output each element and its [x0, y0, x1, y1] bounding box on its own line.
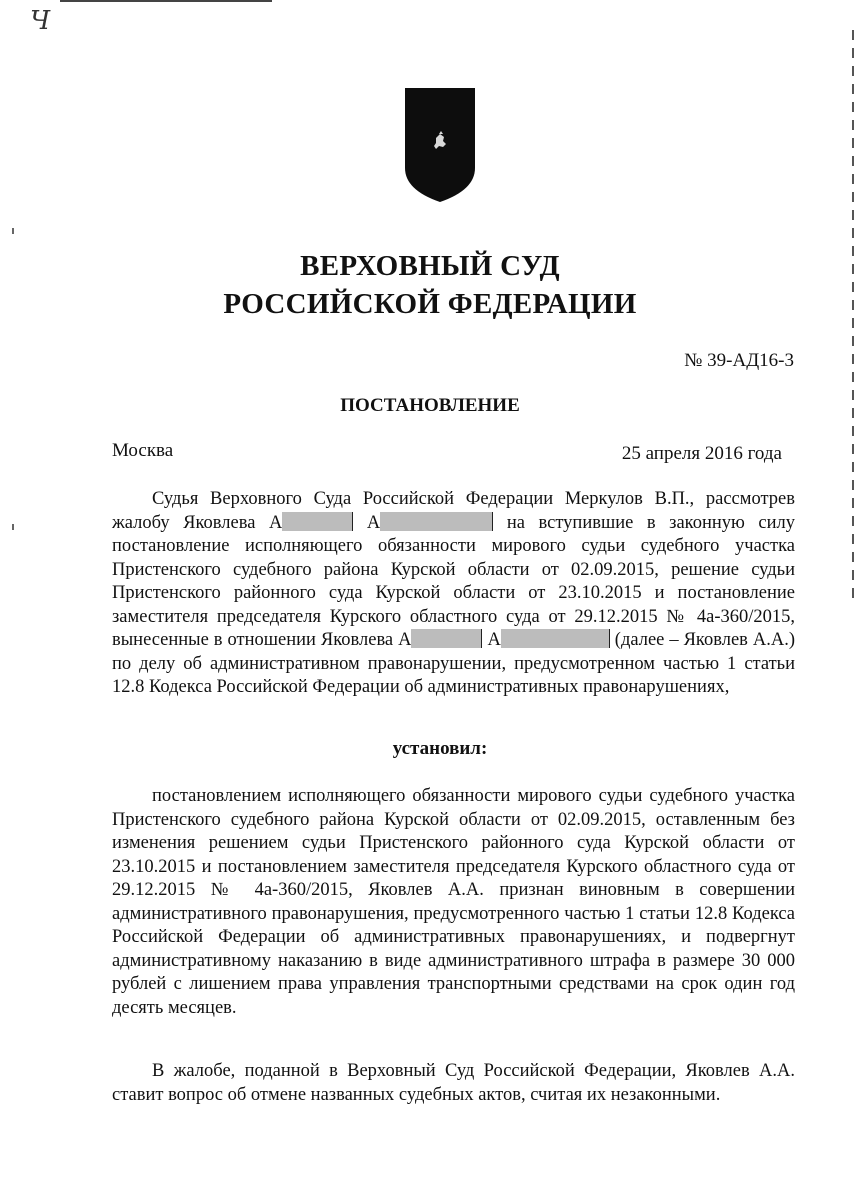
scan-mark — [12, 228, 14, 234]
case-number: № 39-АД16-3 — [684, 350, 794, 371]
redacted-patronymic — [380, 512, 493, 531]
document-type: ПОСТАНОВЛЕНИЕ — [340, 395, 520, 416]
complaint-paragraph — [112, 1060, 795, 1107]
section-heading: установил: — [392, 738, 488, 759]
paragraph-text: постановлением исполняющего обязанности мирового судьи судебного участка Пристенского судебного района Курской области от 02.09.2015, оставленным без изменения решением судьи Пристенского районного суда Курской области от 23.10.2015 и постановлением заместителя председателя Курского областного суда от 29.12.2015 № 4а-360/2015, Яковлев А.А. признан виновным в совершении административного правонарушения, предусмотренного частью 1 статьи 12.8 Кодекса Российской Федерации об административных правонарушениях, и подвергнут административному наказанию в виде административного штрафа в размере 30 000 рублей с лишением права управления транспортными средствами на срок один год десять месяцев. — [112, 786, 795, 1018]
redacted-patronymic — [501, 629, 610, 648]
scan-mark — [12, 524, 14, 530]
city: Москва — [112, 440, 174, 461]
decision-date: 25 апреля 2016 года — [621, 443, 782, 464]
paragraph-text: В жалобе, поданной в Верховный Суд Российской Федерации, Яковлев А.А. ставит вопрос об отмене названных судебных актов, считая их незаконными. — [112, 1061, 795, 1105]
court-name-line-1: ВЕРХОВНЫЙ СУД — [300, 250, 560, 282]
top-rule — [60, 0, 272, 2]
redacted-name — [282, 512, 353, 531]
court-name-line-2: РОССИЙСКОЙ ФЕДЕРАЦИИ — [223, 288, 637, 320]
intro-text: на вступившие в законную силу постановление исполняющего обязанности мирового судьи судебного участка Пристенского судебного района Курской области от 02.09.2015, решение судьи Пристенского районного суда Курской области от 23.10.2015 и постановление заместителя председателя Курского областного суда от 29.12.2015 № 4а-360/2015, вынесенные в отношении Яковлева А — [112, 512, 795, 650]
intro-text: (далее – Яковлев А.А.) по делу об административном правонарушении, предусмотренном частью 1 статьи 12.8 Кодекса Российской Федерации об административных правонарушениях, — [112, 630, 795, 697]
intro-paragraph — [112, 488, 795, 700]
redacted-name — [411, 629, 482, 648]
handwritten-page-mark: Ч — [30, 6, 51, 36]
findings-paragraph — [112, 785, 795, 1020]
intro-text: А — [353, 512, 381, 533]
intro-text: Судья Верховного Суда Российской Федерации Меркулов В.П., рассмотрев жалобу Яковлева А — [112, 489, 795, 533]
coat-of-arms-icon — [403, 86, 477, 204]
intro-text: А — [482, 630, 501, 650]
